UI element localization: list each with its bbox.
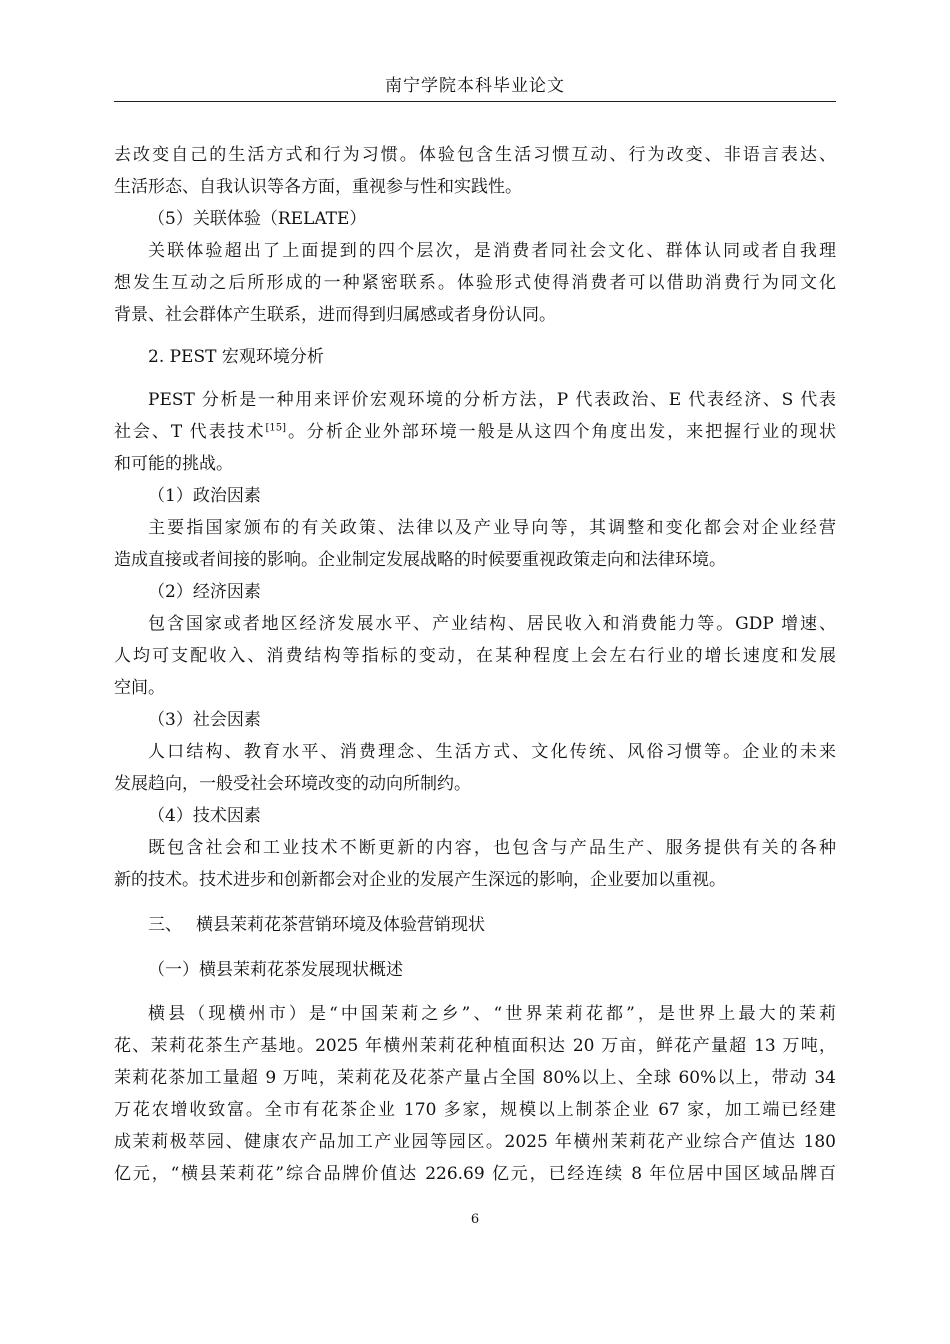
- paragraph-line: 发展趋向，一般受社会环境改变的动向所制约。: [114, 774, 471, 794]
- paragraph-line: 亿元，“横县茉莉花”综合品牌价值达 226.69 亿元，已经连续 8 年位居中国区域品牌百: [114, 1164, 836, 1184]
- subheading-relate: （5）关联体验（RELATE）: [148, 209, 367, 229]
- subheading-political: （1）政治因素: [148, 486, 261, 506]
- subheading-economic: （2）经济因素: [148, 582, 261, 602]
- paragraph-line: 造成直接或者间接的影响。企业制定发展战略的时候要重视政策走向和法律环境。: [114, 550, 726, 570]
- citation-ref: [15]: [265, 422, 286, 434]
- paragraph-line: 和可能的挑战。: [114, 454, 233, 474]
- paragraph-line: 包含国家或者地区经济发展水平、产业结构、居民收入和消费能力等。GDP 增速、: [148, 614, 836, 634]
- paragraph-line: 背景、社会群体产生联系，进而得到归属感或者身份认同。: [114, 305, 556, 325]
- paragraph-line: 茉莉花茶加工量超 9 万吨，茉莉花及花茶产量占全国 80%以上、全球 60%以上，带动 34: [114, 1068, 836, 1088]
- paragraph-line: PEST 分析是一种用来评价宏观环境的分析方法，P 代表政治、E 代表经济、S 代表: [148, 390, 836, 410]
- section-heading: （一）横县茉莉花茶发展现状概述: [148, 960, 403, 980]
- paragraph-line: 主要指国家颁布的有关政策、法律以及产业导向等，其调整和变化都会对企业经营: [148, 518, 836, 538]
- paragraph-line: 生活形态、自我认识等各方面，重视参与性和实践性。: [114, 177, 522, 197]
- paragraph-line: 空间。: [114, 678, 165, 698]
- page-number: 6: [470, 1212, 480, 1227]
- paragraph-line: 成茉莉极萃园、健康农产品加工产业园等园区。2025 年横州茉莉花产业综合产值达 180: [114, 1132, 836, 1152]
- section-heading-pest: 2. PEST 宏观环境分析: [148, 347, 324, 367]
- chapter-number: 三、: [148, 915, 182, 935]
- subheading-tech: （4）技术因素: [148, 806, 261, 826]
- chapter-title: 横县茉莉花茶营销环境及体验营销现状: [196, 915, 485, 935]
- chapter-heading: [114, 909, 836, 941]
- paragraph-line: 去改变自己的生活方式和行为习惯。体验包含生活习惯互动、行为改变、非语言表达、: [114, 145, 836, 165]
- text-segment: 社会、T 代表技术: [114, 422, 266, 442]
- subheading-social: （3）社会因素: [148, 710, 261, 730]
- paragraph-line: 既包含社会和工业技术不断更新的内容，也包含与产品生产、服务提供有关的各种: [148, 838, 836, 858]
- running-header: 南宁学院本科毕业论文: [385, 76, 565, 96]
- paragraph-line: 花、茉莉花茶生产基地。2025 年横州茉莉花种植面积达 20 万亩，鲜花产量超 13 万吨，: [114, 1036, 836, 1056]
- paragraph-line-with-citation: [114, 416, 836, 448]
- paragraph-line: 横县（现横州市）是“中国茉莉之乡”、“世界茉莉花都”，是世界上最大的茉莉: [148, 1004, 836, 1024]
- paragraph-line: 关联体验超出了上面提到的四个层次，是消费者同社会文化、群体认同或者自我理: [148, 241, 836, 261]
- paragraph-line: 人口结构、教育水平、消费理念、生活方式、文化传统、风俗习惯等。企业的未来: [148, 742, 836, 762]
- paragraph-line: 万花农增收致富。全市有花茶企业 170 多家，规模以上制茶企业 67 家，加工端已经建: [114, 1100, 836, 1120]
- paragraph-line: 新的技术。技术进步和创新都会对企业的发展产生深远的影响，企业要加以重视。: [114, 870, 726, 890]
- text-segment: 。分析企业外部环境一般是从这四个角度出发，来把握行业的现状: [286, 422, 836, 442]
- paragraph-line: 人均可支配收入、消费结构等指标的变动，在某种程度上会左右行业的增长速度和发展: [114, 646, 836, 666]
- header-divider: [114, 101, 836, 102]
- paragraph-line: 想发生互动之后所形成的一种紧密联系。体验形式使得消费者可以借助消费行为同文化: [114, 273, 836, 293]
